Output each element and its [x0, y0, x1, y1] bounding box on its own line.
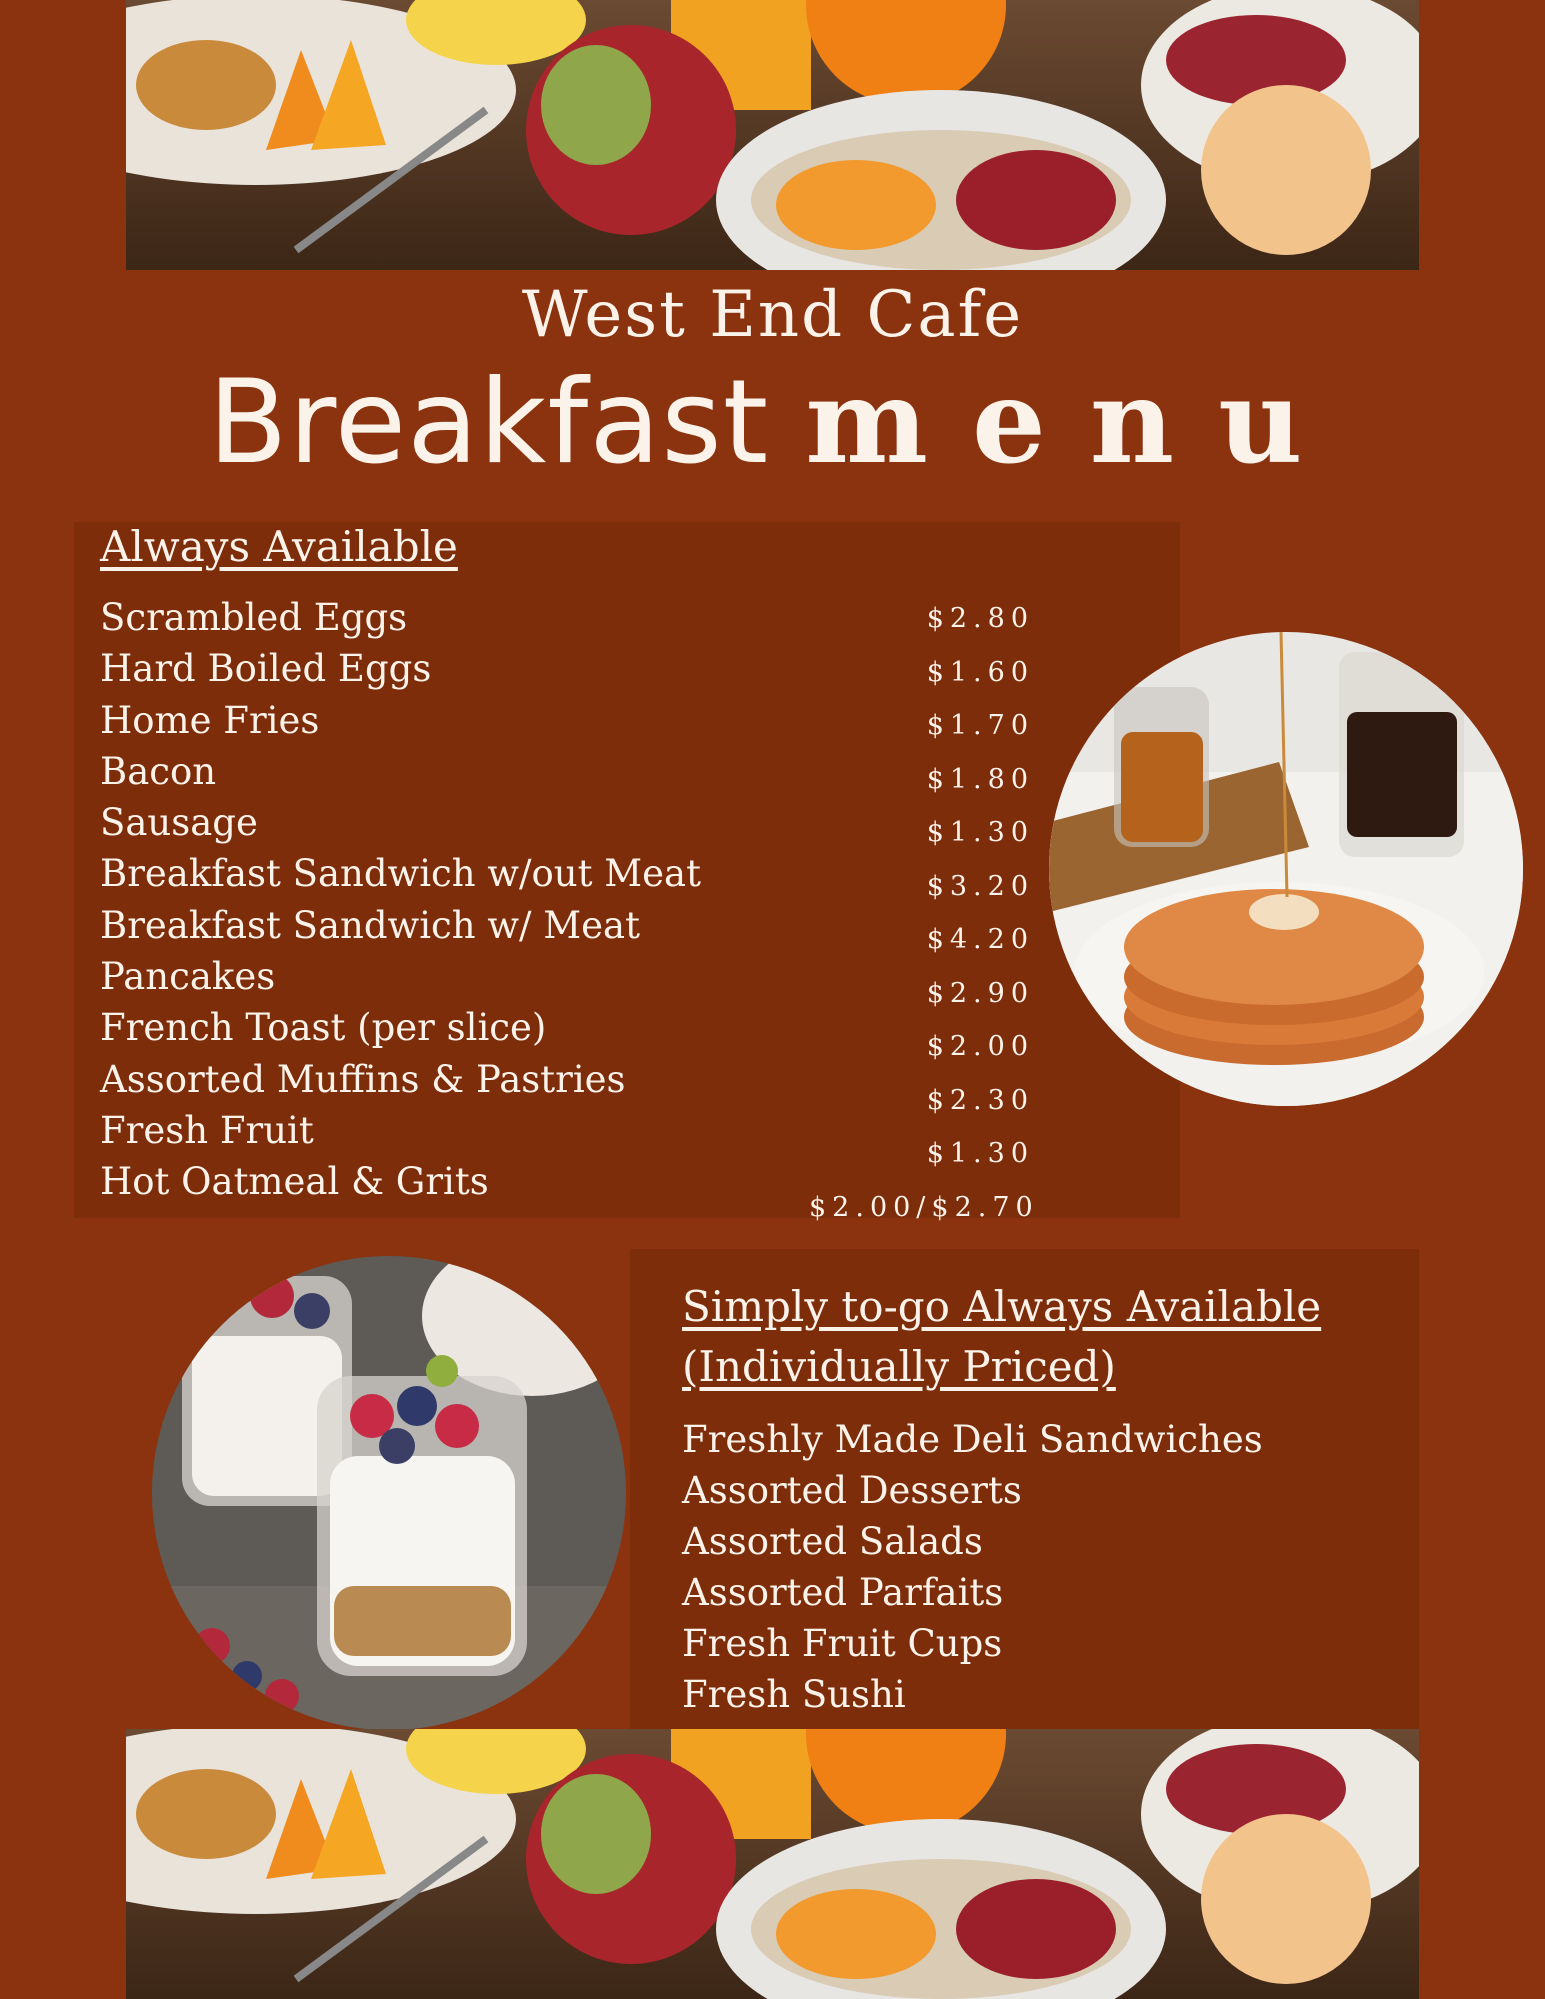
menu-item-price: $1.80: [926, 763, 1034, 795]
to-go-panel: [630, 1249, 1419, 1729]
cafe-name: West End Cafe: [521, 278, 1024, 352]
menu-title-word2: menu: [805, 354, 1347, 490]
menu-item-price: $2.90: [926, 977, 1034, 1009]
menu-item-name: Bacon: [100, 749, 217, 793]
to-go-item: Fresh Sushi: [682, 1673, 906, 1716]
always-available-heading: Always Available: [100, 522, 458, 571]
menu-item-price: $1.30: [926, 817, 1034, 848]
menu-item-price: $1.30: [926, 1138, 1034, 1169]
always-available-panel: [74, 522, 1180, 1223]
top-banner-photo: [126, 0, 1419, 270]
menu-item-name: Breakfast Sandwich w/ Meat: [100, 903, 640, 947]
to-go-heading: Simply to-go Always Available (Individually Priced): [682, 1282, 1322, 1391]
to-go-item: Assorted Salads: [682, 1520, 983, 1563]
menu-item-price: $1.70: [926, 710, 1034, 741]
menu-item-price: $4.20: [926, 924, 1034, 955]
menu-item-list: [100, 592, 701, 1208]
menu-item-name: Assorted Muffins & Pastries: [100, 1057, 626, 1101]
menu-item-price: $2.00/$2.70: [809, 1191, 1039, 1223]
menu-title-word1: Breakfast: [208, 355, 770, 490]
menu-item-name: Sausage: [100, 801, 258, 845]
to-go-item: Assorted Parfaits: [682, 1571, 1004, 1614]
pancakes-photo: [1049, 632, 1523, 1106]
menu-item-price: $1.60: [926, 656, 1034, 688]
menu-item-name: Pancakes: [100, 955, 276, 999]
to-go-item: Freshly Made Deli Sandwiches: [682, 1418, 1263, 1461]
menu-title: [208, 352, 1346, 493]
to-go-list: [682, 1414, 1263, 1720]
menu-item-name: Hot Oatmeal & Grits: [100, 1160, 489, 1204]
menu-item-name: Hard Boiled Eggs: [100, 647, 432, 691]
menu-item-name: Home Fries: [100, 698, 320, 742]
menu-item-price: $2.30: [926, 1084, 1034, 1116]
to-go-item: Fresh Fruit Cups: [682, 1622, 1003, 1665]
to-go-item: Assorted Desserts: [682, 1469, 1022, 1512]
menu-item-price: $2.00: [926, 1031, 1034, 1062]
menu-item-name: Breakfast Sandwich w/out Meat: [100, 852, 701, 896]
menu-item-name: French Toast (per slice): [100, 1006, 547, 1050]
menu-item-name: Fresh Fruit: [100, 1108, 314, 1152]
menu-item-name: Scrambled Eggs: [100, 596, 408, 639]
menu-price-list: [809, 592, 1039, 1234]
bottom-banner-photo: [126, 1729, 1419, 1999]
parfait-photo: [152, 1256, 626, 1730]
menu-item-price: $2.80: [926, 603, 1034, 634]
menu-item-price: $3.20: [926, 870, 1034, 902]
